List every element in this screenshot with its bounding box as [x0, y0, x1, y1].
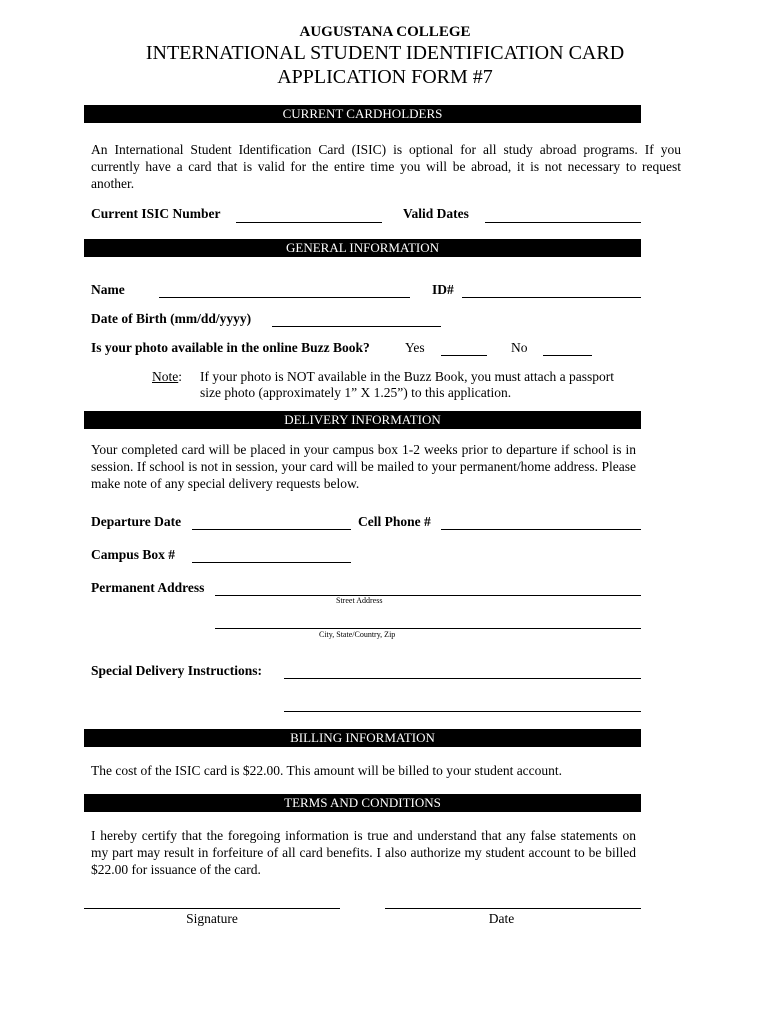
street-address-field[interactable]: [215, 595, 641, 596]
cell-phone-field[interactable]: [441, 529, 641, 530]
dob-field[interactable]: [272, 326, 441, 327]
note-line-2: size photo (approximately 1” X 1.25”) to this application.: [200, 385, 512, 400]
valid-dates-field[interactable]: [485, 222, 641, 223]
name-label: Name: [91, 282, 125, 297]
id-label: ID#: [432, 282, 454, 297]
section-heading-billing-information: BILLING INFORMATION: [84, 729, 641, 747]
section-heading-terms-and-conditions: TERMS AND CONDITIONS: [84, 794, 641, 812]
signature-label: Signature: [186, 911, 238, 926]
campus-box-field[interactable]: [192, 562, 351, 563]
yes-field[interactable]: [441, 355, 487, 356]
id-field[interactable]: [462, 297, 641, 298]
valid-dates-label: Valid Dates: [403, 206, 469, 221]
city-state-zip-field[interactable]: [215, 628, 641, 629]
no-field[interactable]: [543, 355, 592, 356]
signature-field[interactable]: [84, 908, 340, 909]
form-title: INTERNATIONAL STUDENT IDENTIFICATION CARD: [145, 42, 625, 64]
note-label-text: Note: [152, 369, 179, 384]
delivery-paragraph: Your completed card will be placed in your campus box 1-2 weeks prior to departure if school is in session. If school is not in session, your card will be mailed to your permanent/home address. Please make note of any special delivery requests below.: [91, 442, 636, 491]
yes-label: Yes: [405, 340, 425, 355]
special-delivery-label: Special Delivery Instructions:: [91, 663, 262, 678]
cell-phone-label: Cell Phone #: [358, 514, 431, 529]
section-heading-delivery-information: DELIVERY INFORMATION: [84, 411, 641, 429]
no-label: No: [511, 340, 528, 355]
terms-paragraph: I hereby certify that the foregoing information is true and understand that any false statements on my part may result in forfeiture of all card benefits. I also authorize my student account to be billed $22.00 for issuance of the card.: [91, 828, 636, 877]
isic-number-field[interactable]: [236, 222, 382, 223]
isic-number-label: Current ISIC Number: [91, 206, 221, 221]
form-number: APPLICATION FORM #7: [277, 66, 493, 88]
dob-label: Date of Birth (mm/dd/yyyy): [91, 311, 252, 326]
note-label: [152, 369, 182, 385]
photo-question: Is your photo available in the online Buzz Book?: [91, 340, 370, 355]
note-colon: :: [178, 369, 183, 384]
billing-paragraph: The cost of the ISIC card is $22.00. This amount will be billed to your student account.: [91, 763, 563, 778]
permanent-address-label: Permanent Address: [91, 580, 205, 595]
campus-box-label: Campus Box #: [91, 547, 176, 562]
special-delivery-field-2[interactable]: [284, 711, 641, 712]
name-field[interactable]: [159, 297, 410, 298]
section-heading-general-information: GENERAL INFORMATION: [84, 239, 641, 257]
street-address-caption: Street Address: [336, 596, 383, 605]
date-field[interactable]: [385, 908, 641, 909]
college-name: AUGUSTANA COLLEGE: [299, 24, 471, 40]
section-heading-current-cardholders: CURRENT CARDHOLDERS: [84, 105, 641, 123]
departure-date-label: Departure Date: [91, 514, 182, 529]
special-delivery-field-1[interactable]: [284, 678, 641, 679]
city-state-zip-caption: City, State/Country, Zip: [319, 630, 396, 639]
current-cardholders-paragraph: An International Student Identification Card (ISIC) is optional for all study abroad programs. If you currently have a card that is valid for the entire time you will be abroad, it is not necessary to request another.: [91, 142, 681, 191]
date-label: Date: [488, 911, 515, 926]
note-line-1: If your photo is NOT available in the Buzz Book, you must attach a passport: [200, 369, 615, 384]
departure-date-field[interactable]: [192, 529, 351, 530]
